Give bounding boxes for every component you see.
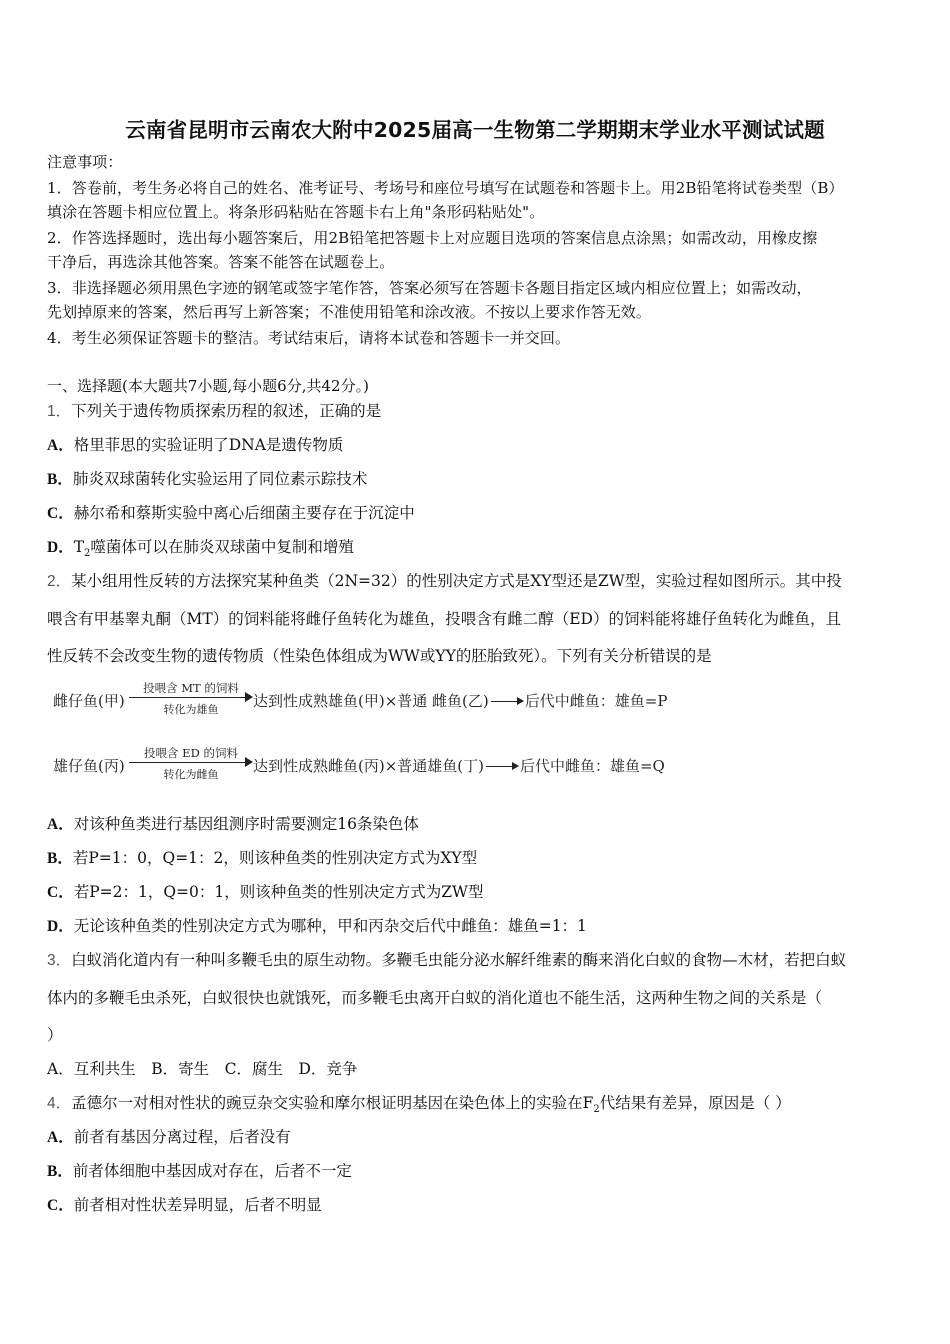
flow-middle [253,755,665,776]
question-4-option-c [47,1194,322,1217]
question-2-stem-line: 性反转不会改变生物的遗传物质（性染色体组成为WW或YY的胚胎致死）。下列有关分析错误的是 [47,647,712,665]
question-number: 2． [47,573,72,590]
option-text: 噬菌体可以在肺炎双球菌中复制和增殖 [90,538,354,556]
question-1-option-b [47,468,367,491]
notice-line: 4．考生必须保证答题卡的整洁。考试结束后，请将本试卷和答题卡一并交回。 [47,329,571,347]
question-text: 下列关于遗传物质探索历程的叙述，正确的是 [71,402,382,420]
arrow-label-above: 投喂含 MT 的饲料 [143,681,239,695]
question-text: 孟德尔一对相对性状的豌豆杂交实验和摩尔根证明基因在染色体上的实验在F [71,1094,594,1112]
right-arrow-icon [491,701,523,702]
option-text: 无论该种鱼类的性别决定方式为哪种，甲和丙杂交后代中雌鱼：雄鱼=1：1 [73,917,587,935]
section-heading: 一、选择题(本大题共7小题,每小题6分,共42分。) [47,377,369,395]
question-1-stem [47,400,381,423]
flow-start: 雌仔鱼(甲) [53,692,125,710]
right-arrow-icon [486,766,518,767]
option-letter: B． [47,471,73,488]
option-text: 对该种鱼类进行基因组测序时需要测定16条染色体 [73,815,419,833]
option-text: 前者相对性状差异明显，后者不明显 [73,1196,322,1214]
question-text: 白蚁消化道内有一种叫多鞭毛虫的原生动物。多鞭毛虫能分泌水解纤维素的酶来消化白蚁的食物—木材，若把白蚁 [71,951,847,969]
experiment-flow-2 [53,745,713,781]
flow-result: 后代中雌鱼：雄鱼=P [524,692,668,710]
question-2-option-a [47,813,419,836]
option-letter: D． [47,918,74,935]
option-text: 若P=1：0，Q=1：2，则该种鱼类的性别决定方式为XY型 [72,849,478,867]
arrow-label-above: 投喂含 ED 的饲料 [144,746,238,760]
flow-arrow [129,745,253,779]
subscript: 2 [84,548,91,560]
question-3-stem-line: 体内的多鞭毛虫杀死，白蚁很快也就饿死，而多鞭毛虫离开白蚁的消化道也不能生活，这两种生物之间的关系是（ [47,989,823,1007]
option-letter: B． [47,850,73,867]
question-2-stem-line [47,570,842,593]
notice-heading: 注意事项： [47,153,123,171]
option-letter: A． [47,1129,74,1146]
flow-result: 后代中雌鱼：雄鱼=Q [519,757,665,775]
question-2-option-d [47,915,587,938]
question-2-option-b [47,847,477,870]
notice-line: 1．答卷前，考生务必将自己的姓名、准考证号、考场号和座位号填写在试题卷和答题卡上。用2B铅笔将试卷类型（B） [47,179,844,197]
question-1-option-d [47,536,354,565]
notice-line: 先划掉原来的答案，然后再写上新答案；不准使用铅笔和涂改液。不按以上要求作答无效。 [47,303,652,321]
question-number: 3． [47,952,72,969]
arrow-shaft [129,697,247,698]
flow-middle [253,690,667,711]
question-number: 1． [47,403,72,420]
notice-line: 3．非选择题必须用黑色字迹的钢笔或签字笔作答，答案必须写在答题卡各题目指定区域内相应位置上；如需改动， [47,279,812,297]
question-2-stem-line: 喂含有甲基睾丸酮（MT）的饲料能将雌仔鱼转化为雄鱼，投喂含有雌二醇（ED）的饲料能将雄仔鱼转化为雌鱼，且 [47,610,841,628]
flow-middle-text: 达到性成熟雌鱼(丙)×普通雄鱼(丁) [253,757,484,775]
notice-line: 填涂在答题卡相应位置上。将条形码粘贴在答题卡右上角"条形码粘贴处"。 [47,203,545,221]
option-text: 前者有基因分离过程，后者没有 [73,1128,291,1146]
subscript: 2 [593,1104,600,1116]
question-3-stem-line: ） [47,1026,63,1044]
arrow-shaft [129,762,247,763]
option-text: 格里菲思的实验证明了DNA是遗传物质 [73,436,344,454]
notice-line: 2．作答选择题时，选出每小题答案后，用2B铅笔把答题卡上对应题目选项的答案信息点涂黑；如需改动，用橡皮擦 [47,229,818,247]
question-text: 某小组用性反转的方法探究某种鱼类（2N=32）的性别决定方式是XY型还是ZW型，实验过程如图所示。其中投 [71,572,842,590]
question-4-stem [47,1092,791,1121]
question-3-options: A．互利共生 B．寄生 C．腐生 D．竞争 [47,1060,358,1078]
flow-arrow [129,680,253,714]
arrow-label-below: 转化为雌鱼 [163,768,219,781]
option-text: 肺炎双球菌转化实验运用了同位素示踪技术 [72,470,368,488]
option-text: 若P=2：1，Q=0：1，则该种鱼类的性别决定方式为ZW型 [73,883,484,901]
question-1-option-c [47,502,415,525]
option-letter: A． [47,437,74,454]
option-text-prefix: T [73,538,85,556]
question-1-option-a [47,434,343,457]
question-number: 4． [47,1095,72,1112]
question-3-stem-line [47,949,846,972]
option-letter: B． [47,1163,73,1180]
option-letter: C． [47,1197,74,1214]
option-text: 前者体细胞中基因成对存在，后者不一定 [72,1162,352,1180]
option-letter: D． [47,539,74,556]
arrow-label-below: 转化为雄鱼 [163,703,219,716]
question-text-tail: 代结果有差异，原因是（ ） [599,1094,791,1112]
experiment-flow-1 [53,680,713,716]
flow-start: 雄仔鱼(丙) [53,757,125,775]
question-2-option-c [47,881,483,904]
notice-line: 干净后，再选涂其他答案。答案不能答在试题卷上。 [47,253,395,271]
option-text: 赫尔希和蔡斯实验中离心后细菌主要存在于沉淀中 [73,504,415,522]
option-letter: C． [47,884,74,901]
option-letter: C． [47,505,74,522]
question-4-option-a [47,1126,291,1149]
option-letter: A． [47,816,74,833]
flow-middle-text: 达到性成熟雄鱼(甲)×普通 雌鱼(乙) [253,692,489,710]
exam-title: 云南省昆明市云南农大附中2025届高一生物第二学期期末学业水平测试试题 [125,118,825,142]
question-4-option-b [47,1160,352,1183]
